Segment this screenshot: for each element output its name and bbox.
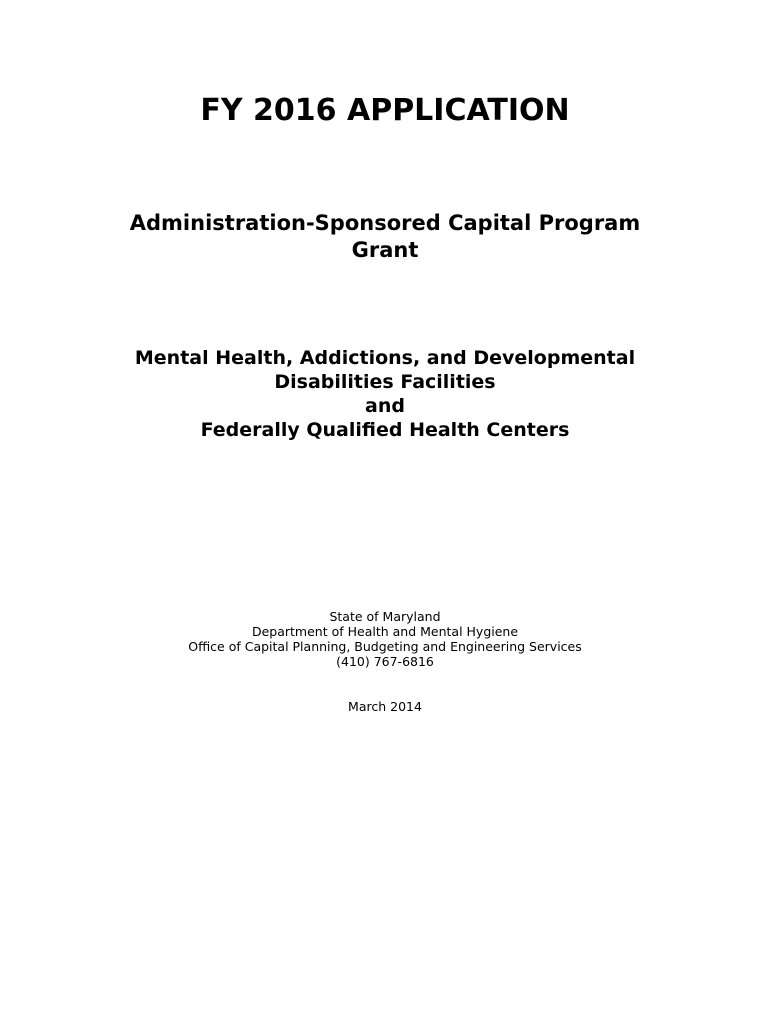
agency-phone: (410) 767-6816 bbox=[336, 654, 434, 669]
program-line: Federally Qualified Health Centers bbox=[200, 419, 570, 441]
subtitle-line: Grant bbox=[351, 238, 419, 262]
program-facilities-title bbox=[0, 346, 770, 442]
program-line: and bbox=[365, 395, 405, 417]
subtitle-line: Administration-Sponsored Capital Program bbox=[129, 211, 641, 235]
grant-program-title bbox=[0, 210, 770, 264]
agency-state: State of Maryland bbox=[329, 609, 441, 624]
agency-department: Department of Health and Mental Hygiene bbox=[251, 624, 519, 639]
program-line: Mental Health, Addictions, and Developmental bbox=[134, 347, 636, 369]
program-line: Disabilities Facilities bbox=[274, 371, 496, 393]
agency-info bbox=[0, 609, 770, 669]
document-title: FY 2016 APPLICATION bbox=[200, 93, 570, 128]
agency-office: Office of Capital Planning, Budgeting and Engineering Services bbox=[188, 639, 582, 654]
document-date: March 2014 bbox=[348, 699, 422, 714]
